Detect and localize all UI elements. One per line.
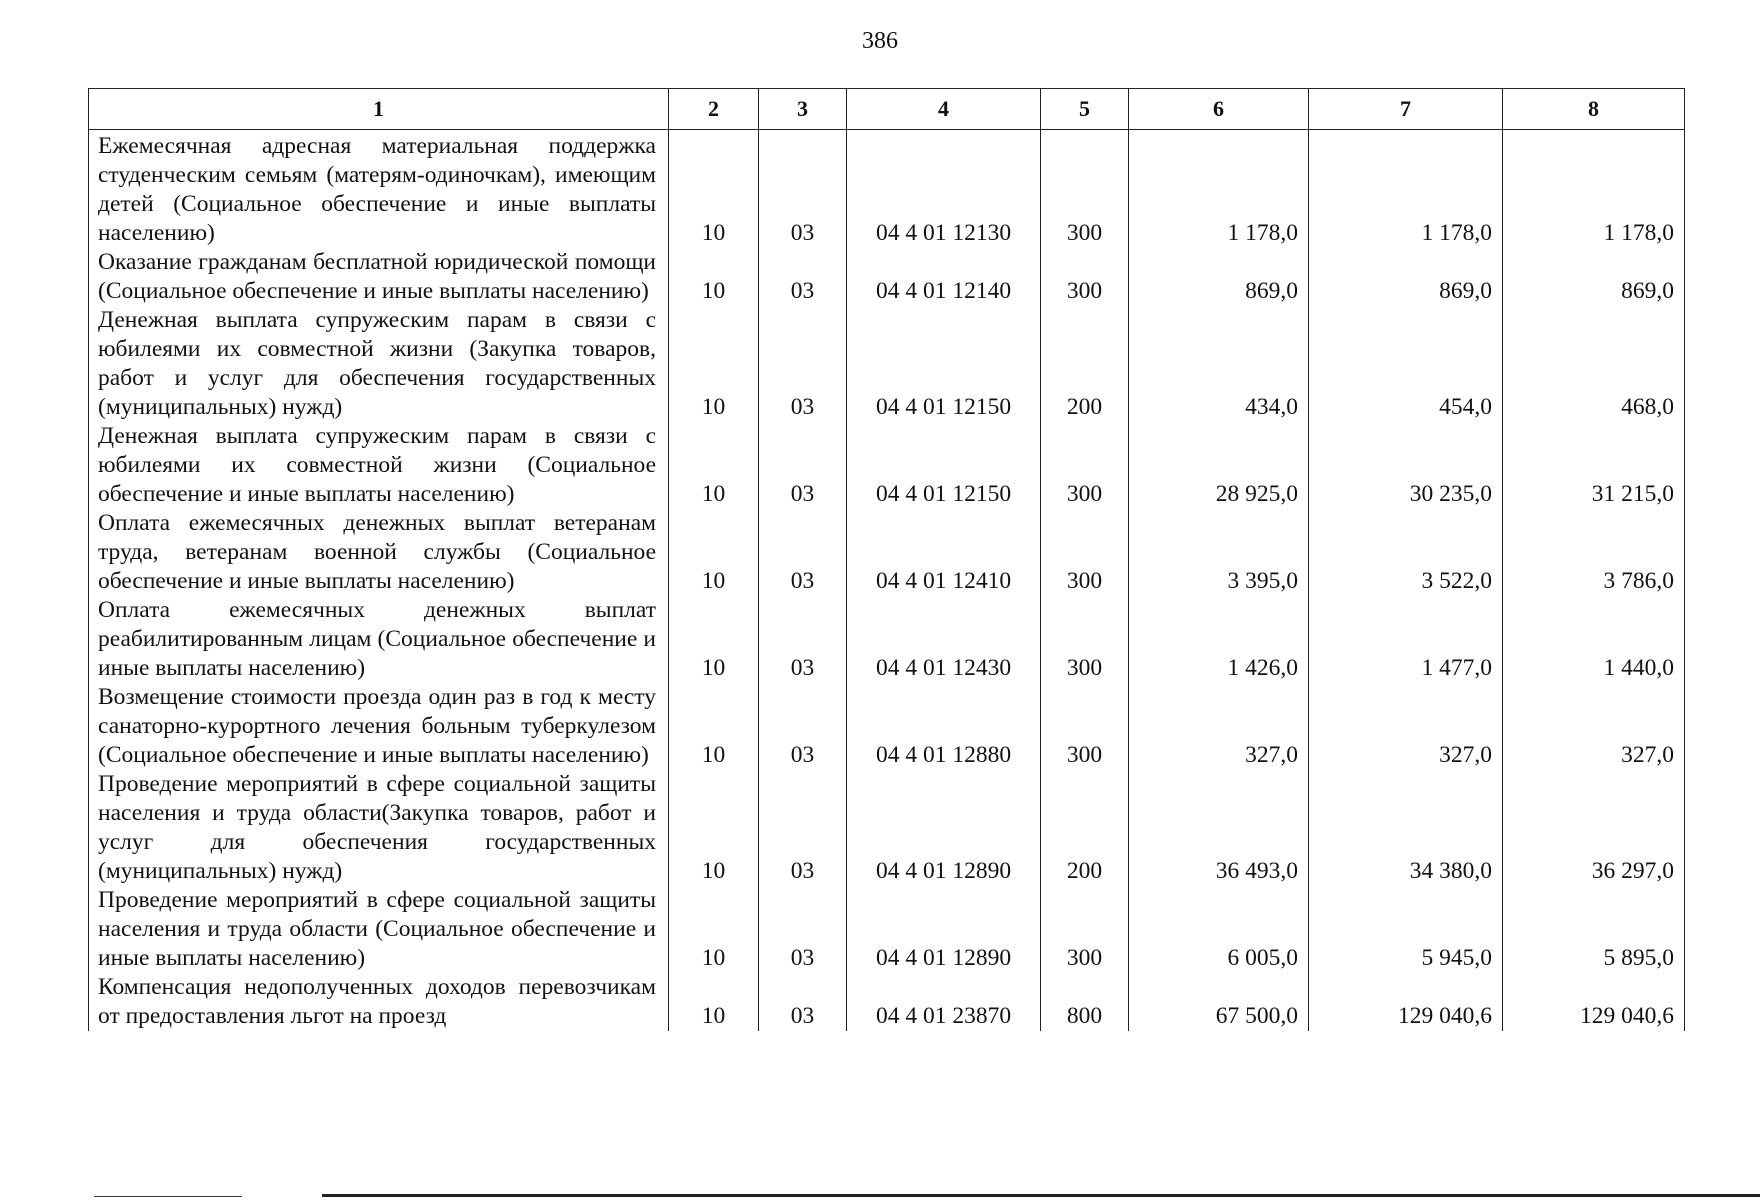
row-value-col8: 129 040,6 — [1503, 973, 1685, 1031]
row-value-col7: 1 477,0 — [1309, 596, 1503, 683]
row-subsection: 03 — [759, 770, 847, 886]
column-header-1: 1 — [89, 89, 669, 130]
row-expense-type: 800 — [1041, 973, 1129, 1031]
row-value-col8: 3 786,0 — [1503, 509, 1685, 596]
row-value-col6: 1 426,0 — [1129, 596, 1309, 683]
row-value-col7: 327,0 — [1309, 683, 1503, 770]
row-target-article: 04 4 01 23870 — [847, 973, 1041, 1031]
row-expense-type: 300 — [1041, 596, 1129, 683]
row-subsection: 03 — [759, 683, 847, 770]
row-section: 10 — [669, 422, 759, 509]
footer-divider-short — [94, 1196, 242, 1197]
row-expense-type: 300 — [1041, 886, 1129, 973]
row-value-col8: 327,0 — [1503, 683, 1685, 770]
footer-divider-long — [322, 1194, 1760, 1197]
row-value-col7: 3 522,0 — [1309, 509, 1503, 596]
column-header-3: 3 — [759, 89, 847, 130]
row-value-col7: 30 235,0 — [1309, 422, 1503, 509]
row-value-col6: 36 493,0 — [1129, 770, 1309, 886]
row-description: Денежная выплата супружеским парам в связи с юбилеями их совместной жизни (Закупка товаров, работ и услуг для обеспечения государственных (муниципальных) нужд) — [89, 306, 669, 422]
row-value-col6: 327,0 — [1129, 683, 1309, 770]
row-value-col7: 1 178,0 — [1309, 130, 1503, 249]
table-row — [89, 248, 1685, 306]
table-row — [89, 422, 1685, 509]
row-subsection: 03 — [759, 596, 847, 683]
row-target-article: 04 4 01 12880 — [847, 683, 1041, 770]
row-target-article: 04 4 01 12410 — [847, 509, 1041, 596]
row-description: Денежная выплата супружеским парам в связи с юбилеями их совместной жизни (Социальное обеспечение и иные выплаты населению) — [89, 422, 669, 509]
column-header-8: 8 — [1503, 89, 1685, 130]
column-header-6: 6 — [1129, 89, 1309, 130]
row-description: Оказание гражданам бесплатной юридической помощи (Социальное обеспечение и иные выплаты населению) — [89, 248, 669, 306]
budget-table — [88, 88, 1685, 1031]
table-row — [89, 973, 1685, 1031]
row-section: 10 — [669, 130, 759, 249]
row-value-col8: 31 215,0 — [1503, 422, 1685, 509]
row-target-article: 04 4 01 12150 — [847, 422, 1041, 509]
row-value-col6: 869,0 — [1129, 248, 1309, 306]
table-row — [89, 886, 1685, 973]
row-value-col6: 3 395,0 — [1129, 509, 1309, 596]
column-header-5: 5 — [1041, 89, 1129, 130]
row-description: Оплата ежемесячных денежных выплат ветеранам труда, ветеранам военной службы (Социальное обеспечение и иные выплаты населению) — [89, 509, 669, 596]
row-description: Возмещение стоимости проезда один раз в год к месту санаторно-курортного лечения больным туберкулезом (Социальное обеспечение и иные выплаты населению) — [89, 683, 669, 770]
row-expense-type: 300 — [1041, 683, 1129, 770]
row-description: Проведение мероприятий в сфере социальной защиты населения и труда области(Закупка товаров, работ и услуг для обеспечения государственных (муниципальных) нужд) — [89, 770, 669, 886]
table-row — [89, 683, 1685, 770]
page-number: 386 — [862, 28, 898, 54]
row-subsection: 03 — [759, 973, 847, 1031]
row-value-col6: 434,0 — [1129, 306, 1309, 422]
column-header-7: 7 — [1309, 89, 1503, 130]
row-value-col8: 5 895,0 — [1503, 886, 1685, 973]
row-description: Проведение мероприятий в сфере социальной защиты населения и труда области (Социальное обеспечение и иные выплаты населению) — [89, 886, 669, 973]
row-description: Ежемесячная адресная материальная поддержка студенческим семьям (матерям-одиночкам), имеющим детей (Социальное обеспечение и иные выплаты населению) — [89, 130, 669, 249]
row-value-col8: 468,0 — [1503, 306, 1685, 422]
row-target-article: 04 4 01 12130 — [847, 130, 1041, 249]
row-value-col6: 1 178,0 — [1129, 130, 1309, 249]
table-row — [89, 130, 1685, 249]
row-subsection: 03 — [759, 248, 847, 306]
row-subsection: 03 — [759, 130, 847, 249]
row-description: Компенсация недополученных доходов перевозчикам от предоставления льгот на проезд — [89, 973, 669, 1031]
row-subsection: 03 — [759, 886, 847, 973]
table-row — [89, 306, 1685, 422]
row-subsection: 03 — [759, 422, 847, 509]
row-value-col7: 34 380,0 — [1309, 770, 1503, 886]
row-section: 10 — [669, 509, 759, 596]
row-section: 10 — [669, 886, 759, 973]
row-section: 10 — [669, 683, 759, 770]
row-value-col6: 6 005,0 — [1129, 886, 1309, 973]
row-target-article: 04 4 01 12890 — [847, 886, 1041, 973]
row-value-col7: 5 945,0 — [1309, 886, 1503, 973]
row-expense-type: 300 — [1041, 130, 1129, 249]
row-expense-type: 300 — [1041, 248, 1129, 306]
column-header-2: 2 — [669, 89, 759, 130]
row-expense-type: 200 — [1041, 306, 1129, 422]
table-row — [89, 596, 1685, 683]
row-value-col8: 1 178,0 — [1503, 130, 1685, 249]
row-section: 10 — [669, 596, 759, 683]
column-header-4: 4 — [847, 89, 1041, 130]
row-section: 10 — [669, 770, 759, 886]
row-value-col8: 869,0 — [1503, 248, 1685, 306]
row-value-col8: 1 440,0 — [1503, 596, 1685, 683]
row-subsection: 03 — [759, 509, 847, 596]
row-value-col7: 869,0 — [1309, 248, 1503, 306]
row-value-col6: 67 500,0 — [1129, 973, 1309, 1031]
row-value-col7: 129 040,6 — [1309, 973, 1503, 1031]
row-value-col6: 28 925,0 — [1129, 422, 1309, 509]
row-target-article: 04 4 01 12150 — [847, 306, 1041, 422]
row-target-article: 04 4 01 12140 — [847, 248, 1041, 306]
row-section: 10 — [669, 248, 759, 306]
row-expense-type: 300 — [1041, 422, 1129, 509]
row-value-col7: 454,0 — [1309, 306, 1503, 422]
table-header-row — [89, 89, 1685, 130]
row-section: 10 — [669, 306, 759, 422]
row-expense-type: 300 — [1041, 509, 1129, 596]
row-target-article: 04 4 01 12890 — [847, 770, 1041, 886]
table-row — [89, 770, 1685, 886]
row-description: Оплата ежемесячных денежных выплат реабилитированным лицам (Социальное обеспечение и иные выплаты населению) — [89, 596, 669, 683]
row-section: 10 — [669, 973, 759, 1031]
row-subsection: 03 — [759, 306, 847, 422]
row-expense-type: 200 — [1041, 770, 1129, 886]
row-target-article: 04 4 01 12430 — [847, 596, 1041, 683]
row-value-col8: 36 297,0 — [1503, 770, 1685, 886]
table-row — [89, 509, 1685, 596]
